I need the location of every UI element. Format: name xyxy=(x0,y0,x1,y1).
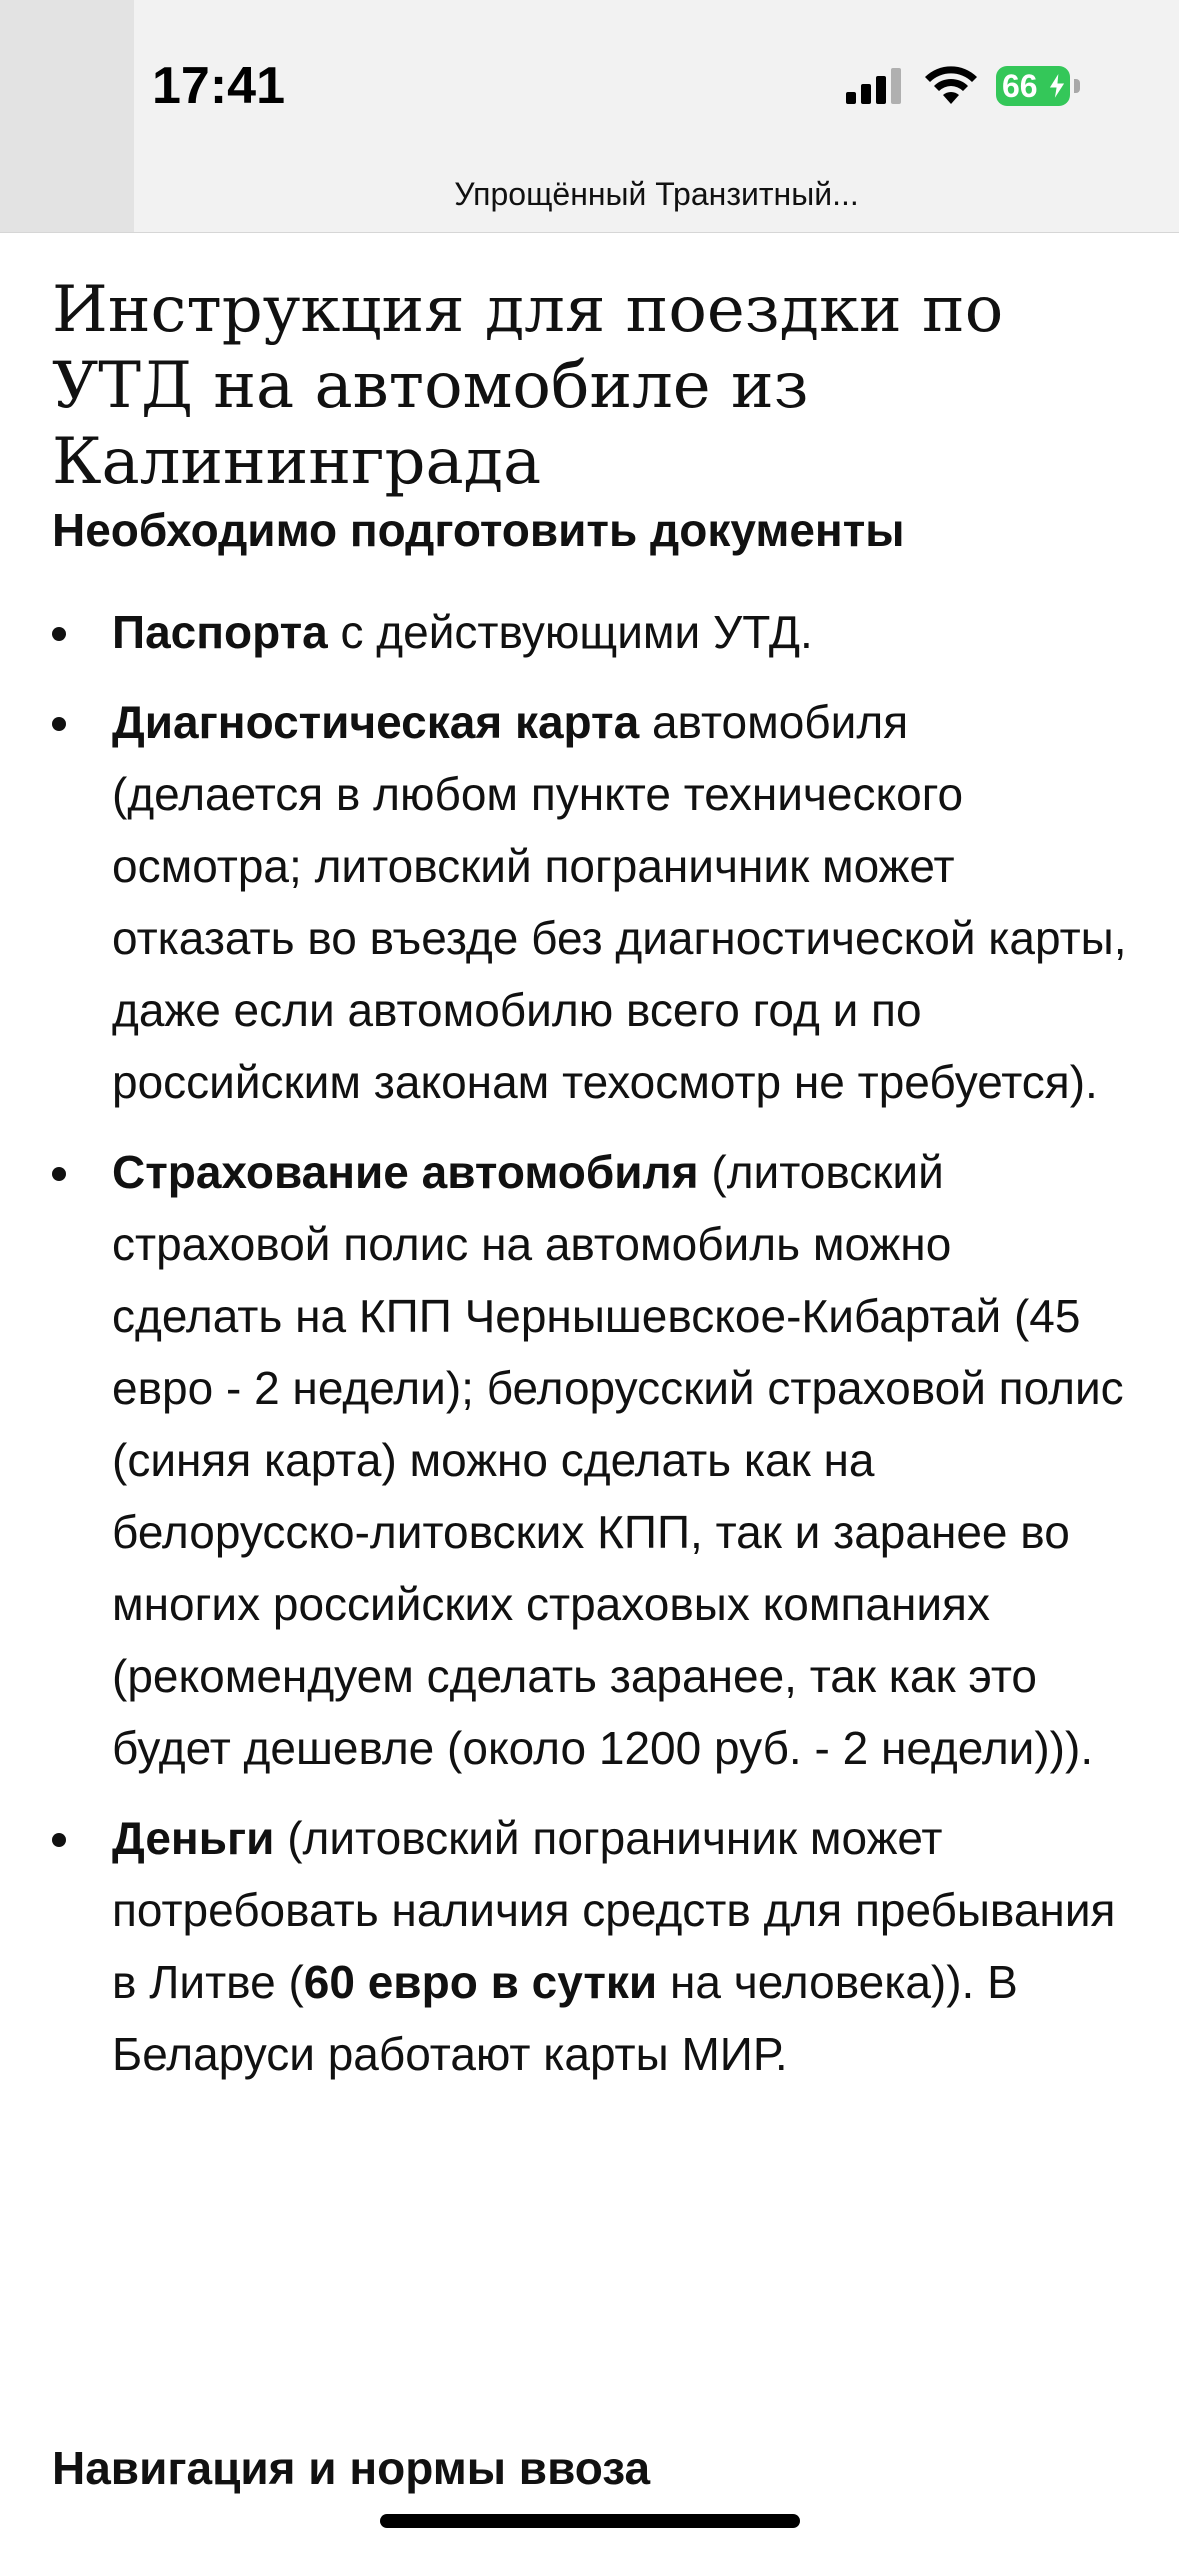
bullet xyxy=(52,627,66,641)
section-heading-documents: Необходимо подготовить документы xyxy=(52,504,905,556)
item-text: с действующими УТД. xyxy=(327,606,813,658)
charging-bolt-icon xyxy=(1048,72,1066,100)
bullet xyxy=(52,717,66,731)
top-chrome xyxy=(0,0,1179,233)
battery-icon xyxy=(996,66,1070,106)
list-item xyxy=(52,1136,1132,1784)
item-bold: Паспорта xyxy=(112,606,328,658)
item-text: (литовский страховой полис на автомобиль можно сделать на КПП Чернышевское-Кибартай (45 евро - 2 недели); белорусский страховой полис (синяя карта) можно сделать как на белорусско-литовских КПП, так и заранее во многих российских страховых компаниях (рекомендуем сделать заранее, так как это будет дешевле (около 1200 руб. - 2 недели))). xyxy=(112,1146,1124,1774)
item-bold: Диагностическая карта xyxy=(112,696,640,748)
battery-level: 66 xyxy=(1002,68,1038,104)
bullet xyxy=(52,1833,66,1847)
item-bold-inner: 60 евро в сутки xyxy=(303,1956,658,2008)
item-text-after: на человека)). В Беларуси работают карты МИР. xyxy=(112,1956,1018,2080)
section-heading-navigation: Навигация и нормы ввоза xyxy=(52,2442,651,2494)
item-text: (литовский пограничник может потребовать наличия средств для пребывания в Литве ( xyxy=(112,1812,1116,2008)
list-item xyxy=(52,596,1132,668)
wifi-icon xyxy=(924,64,978,106)
battery-tip xyxy=(1074,79,1080,93)
item-bold: Страхование автомобиля xyxy=(112,1146,699,1198)
documents-list xyxy=(52,596,1132,2090)
status-icons xyxy=(844,62,1084,112)
list-item xyxy=(52,686,1132,1118)
item-text: автомобиля (делается в любом пункте технического осмотра; литовский пограничник может отказать во въезде без диагностической карты, даже если автомобилю всего год и по российским законам техосмотр не требуется). xyxy=(112,696,1127,1108)
page-title[interactable]: Упрощённый Транзитный... xyxy=(454,176,859,212)
article-content xyxy=(52,272,1132,2108)
left-strip xyxy=(0,0,134,232)
item-bold: Деньги xyxy=(112,1812,275,1864)
home-indicator[interactable] xyxy=(380,2514,800,2528)
article-title: Инструкция для поездки по УТД на автомобиле из Калининграда xyxy=(52,273,1004,499)
status-time: 17:41 xyxy=(152,57,285,115)
bullet xyxy=(52,1167,66,1181)
signal-icon xyxy=(844,66,904,106)
list-item xyxy=(52,1802,1132,2090)
